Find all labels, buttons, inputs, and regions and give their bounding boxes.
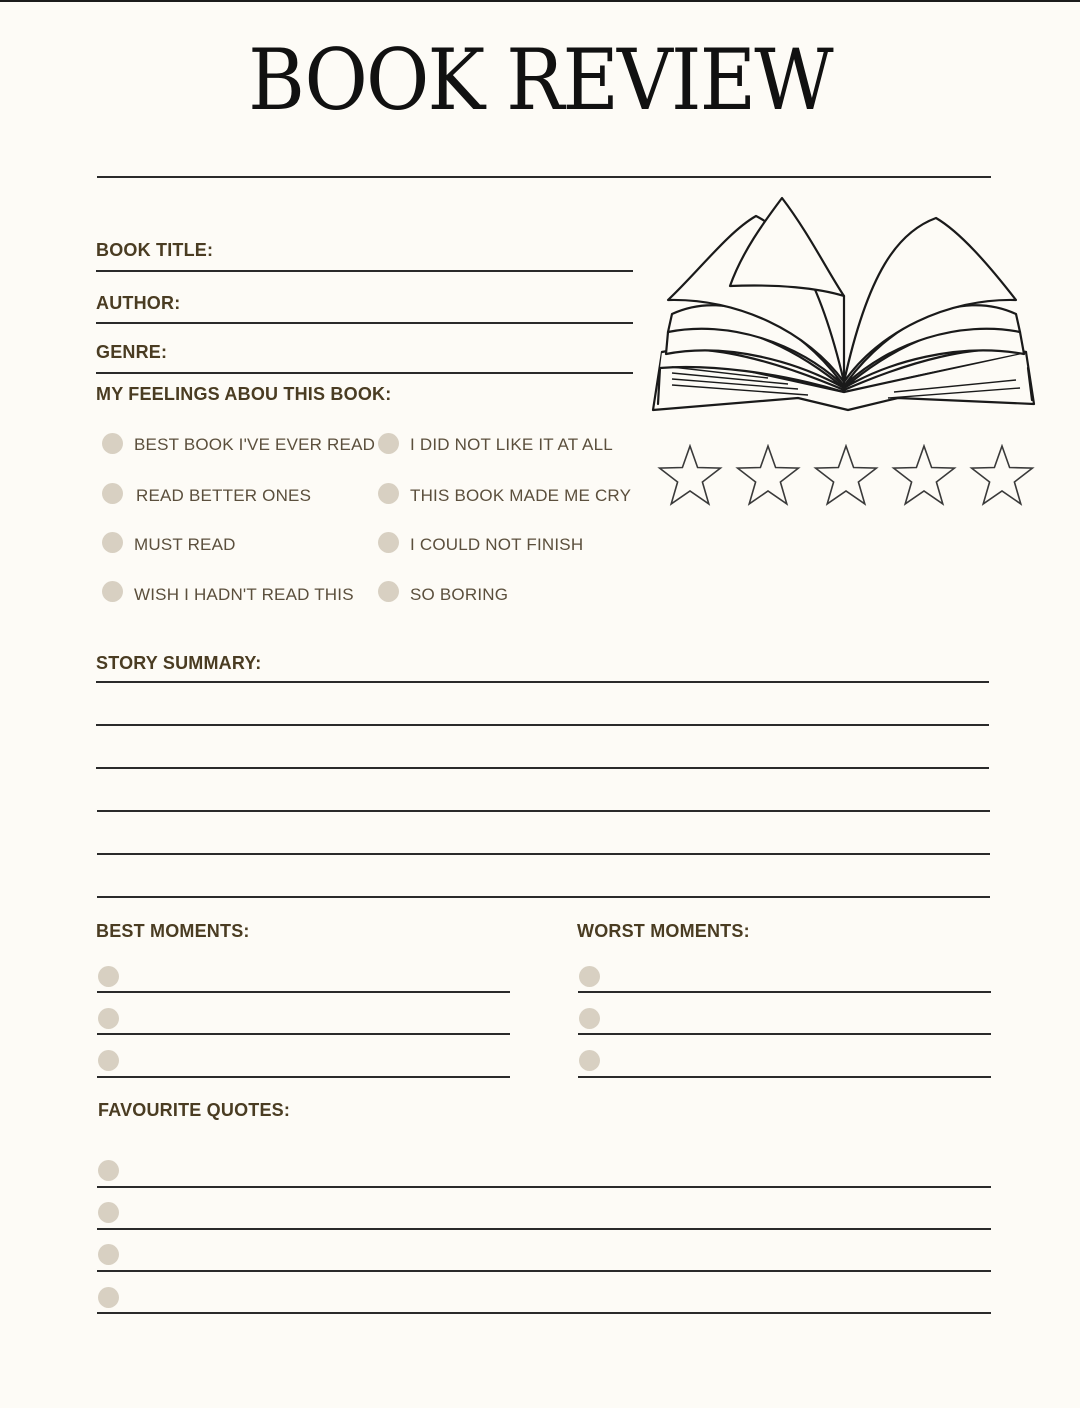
- quote-bullet: [98, 1202, 119, 1223]
- quote-bullet: [98, 1160, 119, 1181]
- summary-line[interactable]: [96, 767, 989, 769]
- quote-bullet: [98, 1244, 119, 1265]
- worst-moment-line[interactable]: [578, 1076, 991, 1078]
- feeling-option: SO BORING: [410, 585, 509, 604]
- summary-line[interactable]: [97, 853, 990, 855]
- best-moment-bullet: [98, 1050, 119, 1071]
- best-moments-label: BEST MOMENTS:: [96, 921, 250, 941]
- title-underline: [97, 176, 991, 178]
- worst-moment-bullet: [579, 966, 600, 987]
- feeling-checkbox-6[interactable]: [378, 483, 399, 504]
- best-moment-line[interactable]: [97, 1076, 510, 1078]
- summary-line[interactable]: [97, 810, 990, 812]
- quote-line[interactable]: [97, 1186, 991, 1188]
- worst-moments-label: WORST MOMENTS:: [577, 921, 750, 941]
- feelings-label: MY FEELINGS ABOU THIS BOOK:: [96, 384, 392, 404]
- feeling-option: I COULD NOT FINISH: [410, 535, 584, 554]
- star-rating[interactable]: [656, 444, 1036, 512]
- feeling-option: WISH I HADN'T READ THIS: [134, 585, 354, 604]
- book-title-label: BOOK TITLE:: [96, 240, 214, 260]
- best-moment-bullet: [98, 966, 119, 987]
- page-title: BOOK REVIEW: [248, 31, 832, 129]
- top-border: [0, 0, 1080, 2]
- story-summary-label: STORY SUMMARY:: [96, 653, 262, 673]
- worst-moment-bullet: [579, 1008, 600, 1029]
- open-book-icon: [648, 192, 1040, 420]
- worst-moment-bullet: [579, 1050, 600, 1071]
- summary-line[interactable]: [96, 724, 989, 726]
- quote-line[interactable]: [97, 1270, 991, 1272]
- quote-line[interactable]: [97, 1228, 991, 1230]
- feeling-checkbox-3[interactable]: [102, 532, 123, 553]
- book-title-field[interactable]: [96, 270, 633, 272]
- feeling-checkbox-7[interactable]: [378, 532, 399, 553]
- star-icon[interactable]: [894, 446, 955, 504]
- feeling-option: READ BETTER ONES: [136, 486, 312, 505]
- author-field[interactable]: [96, 322, 633, 324]
- best-moment-line[interactable]: [97, 991, 510, 993]
- best-moment-line[interactable]: [97, 1033, 510, 1035]
- genre-field[interactable]: [96, 372, 633, 374]
- summary-line[interactable]: [96, 681, 989, 683]
- star-icon[interactable]: [738, 446, 799, 504]
- feeling-checkbox-5[interactable]: [378, 433, 399, 454]
- feeling-option: MUST READ: [134, 535, 236, 554]
- feeling-checkbox-2[interactable]: [102, 483, 123, 504]
- author-label: AUTHOR:: [96, 293, 181, 313]
- quote-bullet: [98, 1287, 119, 1308]
- feeling-option: BEST BOOK I'VE EVER READ: [134, 435, 376, 454]
- worst-moment-line[interactable]: [578, 991, 991, 993]
- feeling-checkbox-1[interactable]: [102, 433, 123, 454]
- feeling-checkbox-4[interactable]: [102, 581, 123, 602]
- feeling-option: I DID NOT LIKE IT AT ALL: [410, 435, 613, 454]
- best-moment-bullet: [98, 1008, 119, 1029]
- genre-label: GENRE:: [96, 342, 168, 362]
- worst-moment-line[interactable]: [578, 1033, 991, 1035]
- summary-line[interactable]: [97, 896, 990, 898]
- quote-line[interactable]: [97, 1312, 991, 1314]
- feeling-option: THIS BOOK MADE ME CRY: [410, 486, 632, 505]
- star-icon[interactable]: [972, 446, 1033, 504]
- feeling-checkbox-8[interactable]: [378, 581, 399, 602]
- star-icon[interactable]: [660, 446, 721, 504]
- favourite-quotes-label: FAVOURITE QUOTES:: [98, 1100, 291, 1120]
- star-icon[interactable]: [816, 446, 877, 504]
